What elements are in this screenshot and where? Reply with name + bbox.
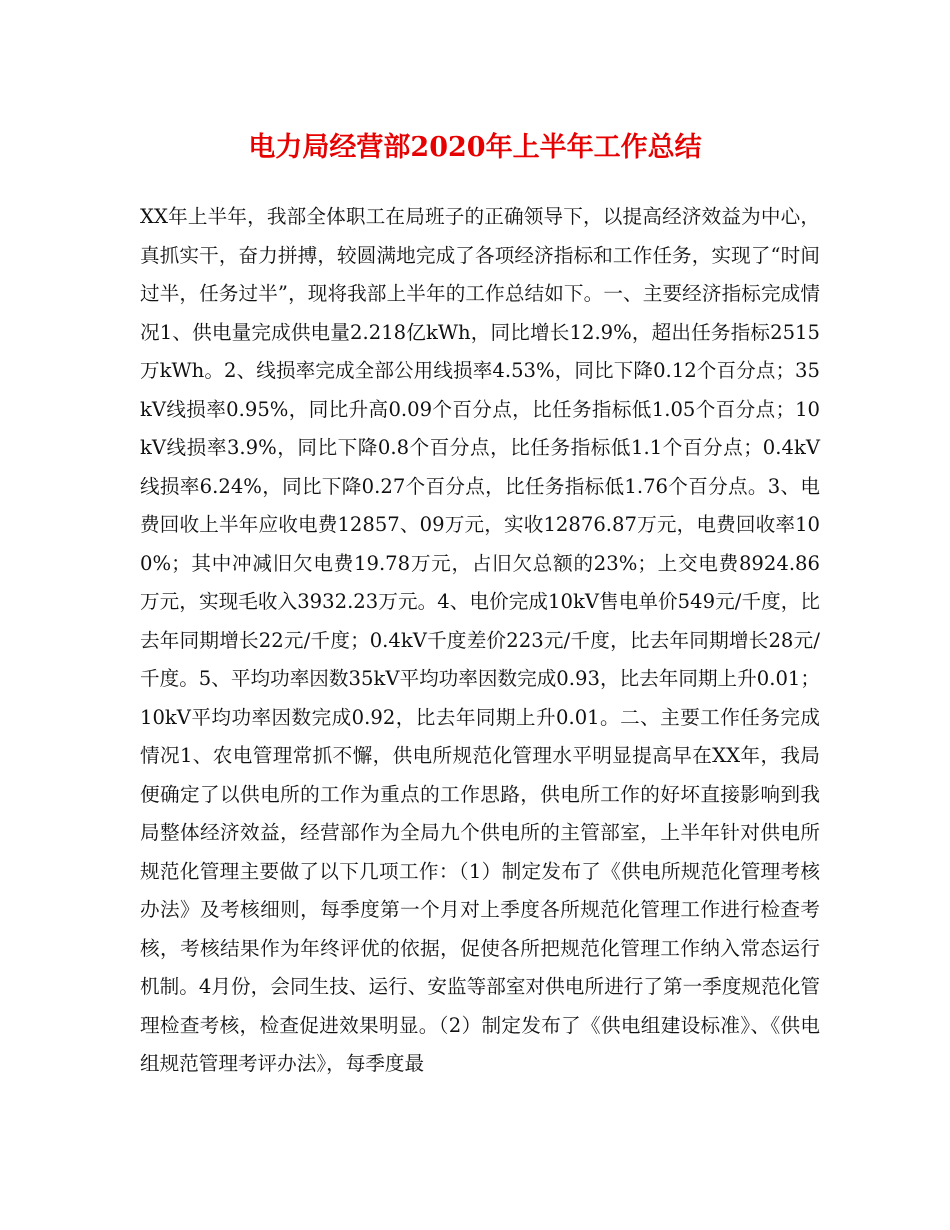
- page-title: 电力局经营部2020年上半年工作总结: [248, 132, 702, 163]
- body-paragraph: XX年上半年，我部全体职工在局班子的正确领导下，以提高经济效益为中心，真抓实干，奋力拼搏，较圆满地完成了各项经济指标和工作任务，实现了“时间过半，任务过半”，现将我部上半年的工作总结如下。一、主要经济指标完成情况1、供电量完成供电量2.218亿kWh，同比增长12.9%，超出任务指标2515万kWh。2、线损率完成全部公用线损率4.53%，同比下降0.12个百分点；35kV线损率0.95%，同比升高0.09个百分点，比任务指标低1.05个百分点；10kV线损率3.9%，同比下降0.8个百分点，比任务指标低1.1个百分点；0.4kV线损率6.24%，同比下降0.27个百分点，比任务指标低1.76个百分点。3、电费回收上半年应收电费12857、09万元，实收12876.87万元，电费回收率100%；其中冲减旧欠电费19.78万元，占旧欠总额的23%；上交电费8924.86万元，实现毛收入3932.23万元。4、电价完成10kV售电单价549元/千度，比去年同期增长22元/千度；0.4kV千度差价223元/千度，比去年同期增长28元/千度。5、平均功率因数35kV平均功率因数完成0.93，比去年同期上升0.01；10kV平均功率因数完成0.92，比去年同期上升0.01。二、主要工作任务完成情况1、农电管理常抓不懈，供电所规范化管理水平明显提高早在XX年，我局便确定了以供电所的工作为重点的工作思路，供电所工作的好坏直接影响到我局整体经济效益，经营部作为全局九个供电所的主管部室，上半年针对供电所规范化管理主要做了以下几项工作：（1）制定发布了《供电所规范化管理考核办法》及考核细则，每季度第一个月对上季度各所规范化管理工作进行检查考核，考核结果作为年终评优的依据，促使各所把规范化管理工作纳入常态运行机制。4月份，会同生技、运行、安监等部室对供电所进行了第一季度规范化管理检查考核，检查促进效果明显。（2）制定发布了《供电组建设标准》、《供电组规范管理考评办法》，每季度最: [140, 205, 820, 1075]
